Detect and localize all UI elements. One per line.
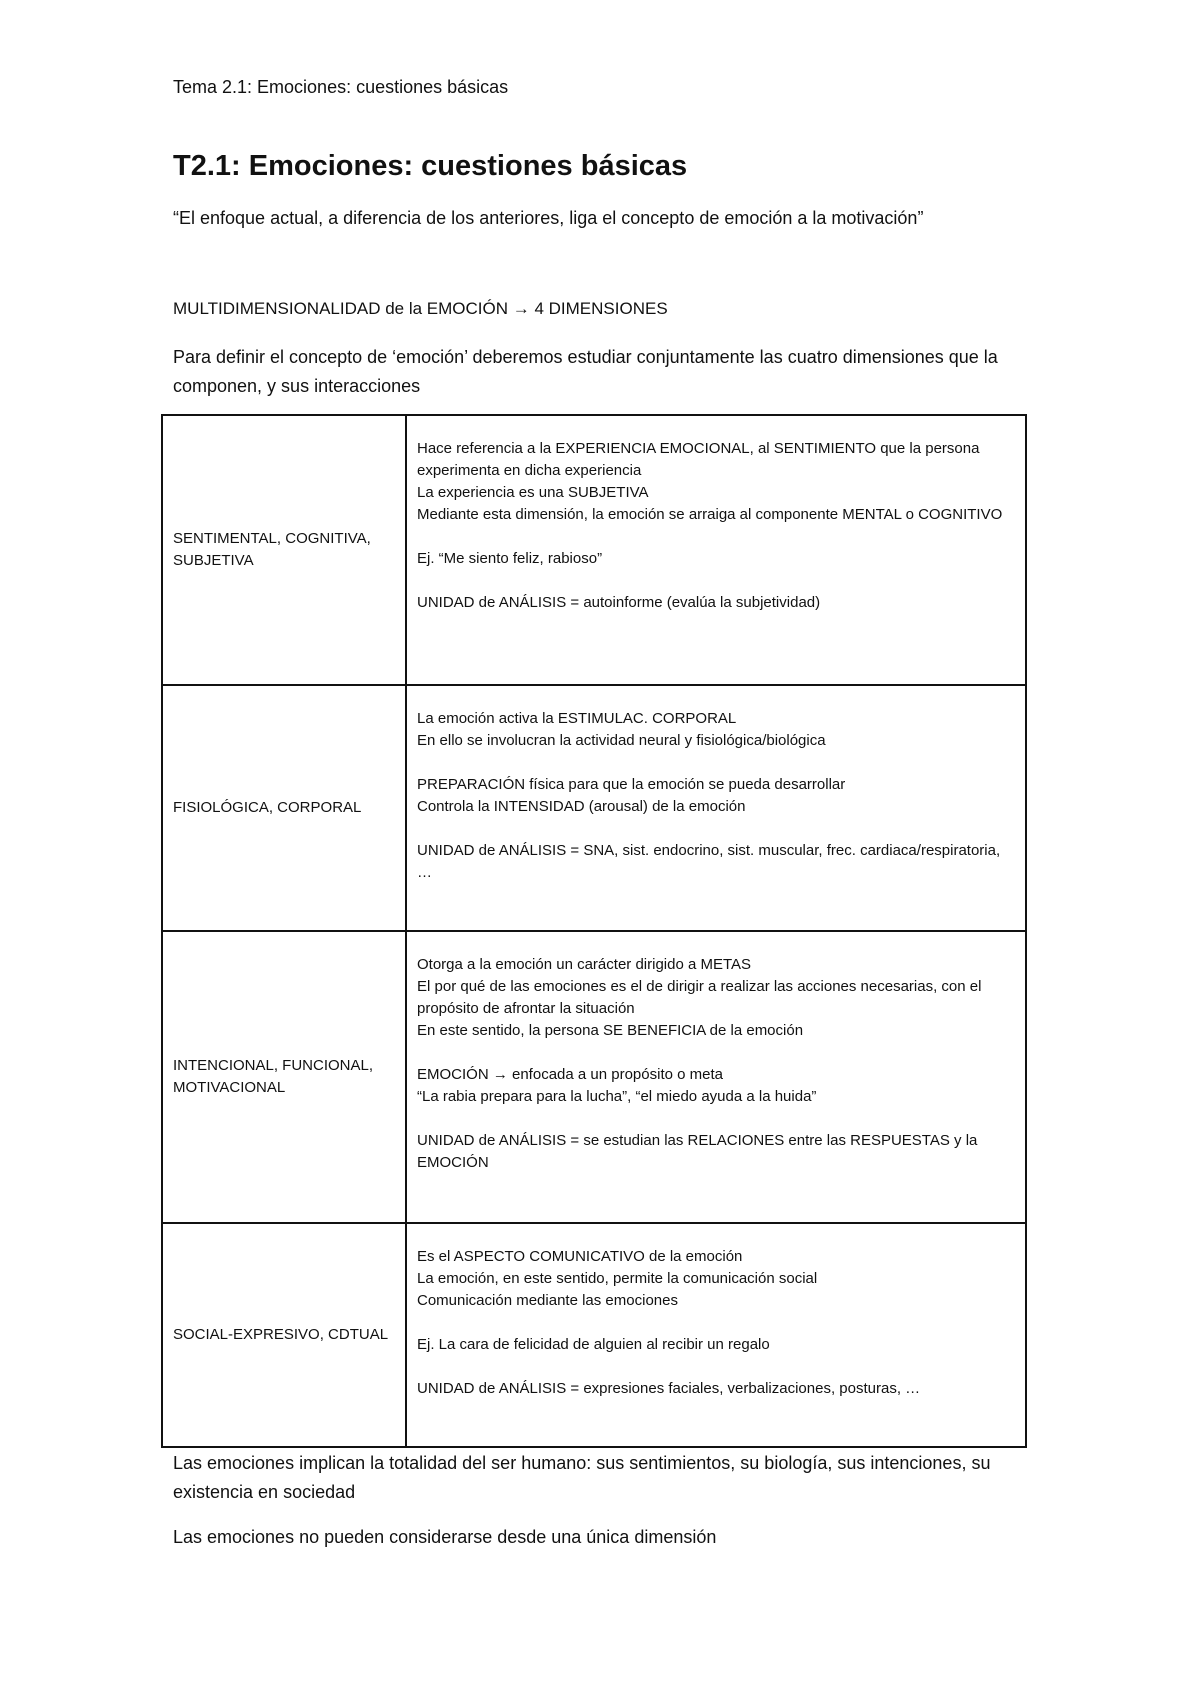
description-line: UNIDAD de ANÁLISIS = expresiones faciales, verbalizaciones, posturas, … [417, 1380, 921, 1397]
description-line: UNIDAD de ANÁLISIS = se estudian las RELACIONES entre las RESPUESTAS y la EMOCIÓN [417, 1132, 978, 1171]
intro-quote: “El enfoque actual, a diferencia de los anteriores, liga el concepto de emoción a la motivación” [173, 208, 924, 228]
description-line: UNIDAD de ANÁLISIS = SNA, sist. endocrino, sist. muscular, frec. cardiaca/respiratoria, … [417, 842, 1001, 881]
description-line: Ej. “Me siento feliz, rabioso” [417, 550, 603, 567]
description-line: Otorga a la emoción un carácter dirigido a METAS [417, 956, 752, 973]
dimensions-table [161, 414, 1027, 1448]
description-line: Controla la INTENSIDAD (arousal) de la emoción [417, 798, 746, 815]
table-row [162, 1223, 1026, 1447]
dimension-label: FISIOLÓGICA, CORPORAL [162, 685, 406, 931]
dimension-label: INTENCIONAL, FUNCIONAL, MOTIVACIONAL [162, 931, 406, 1223]
table-row [162, 685, 1026, 931]
spacer [417, 1356, 1015, 1378]
description-line: Comunicación mediante las emociones [417, 1292, 678, 1309]
spacer [417, 752, 1015, 774]
spacer [417, 1312, 1015, 1334]
description-line: Es el ASPECTO COMUNICATIVO de la emoción [417, 1248, 743, 1265]
intro-paragraph: Para definir el concepto de ‘emoción’ deberemos estudiar conjuntamente las cuatro dimensiones que la componen, y sus interacciones [173, 347, 998, 396]
dimension-description [406, 1223, 1026, 1447]
page-title: T2.1: Emociones: cuestiones básicas [173, 150, 688, 182]
spacer [417, 1108, 1015, 1130]
description-line: La emoción activa la ESTIMULAC. CORPORAL [417, 710, 737, 727]
description-line: UNIDAD de ANÁLISIS = autoinforme (evalúa la subjetividad) [417, 594, 821, 611]
dimension-description [406, 931, 1026, 1223]
spacer [417, 526, 1015, 548]
description-line: Hace referencia a la EXPERIENCIA EMOCIONAL, al SENTIMIENTO que la persona experimenta en dicha experiencia [417, 440, 980, 479]
description-line: PREPARACIÓN física para que la emoción se pueda desarrollar [417, 776, 846, 793]
section-heading: MULTIDIMENSIONALIDAD de la EMOCIÓN → 4 DIMENSIONES [173, 299, 668, 318]
dimension-description [406, 415, 1026, 685]
spacer [417, 1042, 1015, 1064]
description-line: En ello se involucran la actividad neural y fisiológica/biológica [417, 732, 826, 749]
running-header: Tema 2.1: Emociones: cuestiones básicas [173, 77, 509, 97]
description-line: Mediante esta dimensión, la emoción se arraiga al componente MENTAL o COGNITIVO [417, 506, 1003, 523]
dimension-description [406, 685, 1026, 931]
closing-paragraph: Las emociones no pueden considerarse desde una única dimensión [173, 1527, 717, 1547]
description-line: La experiencia es una SUBJETIVA [417, 484, 649, 501]
description-line: En este sentido, la persona SE BENEFICIA de la emoción [417, 1022, 804, 1039]
description-line: EMOCIÓN → enfocada a un propósito o meta [417, 1066, 723, 1083]
description-line: “La rabia prepara para la lucha”, “el miedo ayuda a la huida” [417, 1088, 817, 1105]
dimension-label: SOCIAL-EXPRESIVO, CDTUAL [162, 1223, 406, 1447]
description-line: Ej. La cara de felicidad de alguien al recibir un regalo [417, 1336, 770, 1353]
table-row [162, 415, 1026, 685]
conclusion-paragraph: Las emociones implican la totalidad del ser humano: sus sentimientos, su biología, sus intenciones, su existencia en sociedad [173, 1453, 991, 1502]
table-row [162, 931, 1026, 1223]
description-line: El por qué de las emociones es el de dirigir a realizar las acciones necesarias, con el propósito de afrontar la situación [417, 978, 982, 1017]
spacer [417, 570, 1015, 592]
description-line: La emoción, en este sentido, permite la comunicación social [417, 1270, 818, 1287]
dimension-label: SENTIMENTAL, COGNITIVA, SUBJETIVA [162, 415, 406, 685]
spacer [417, 818, 1015, 840]
